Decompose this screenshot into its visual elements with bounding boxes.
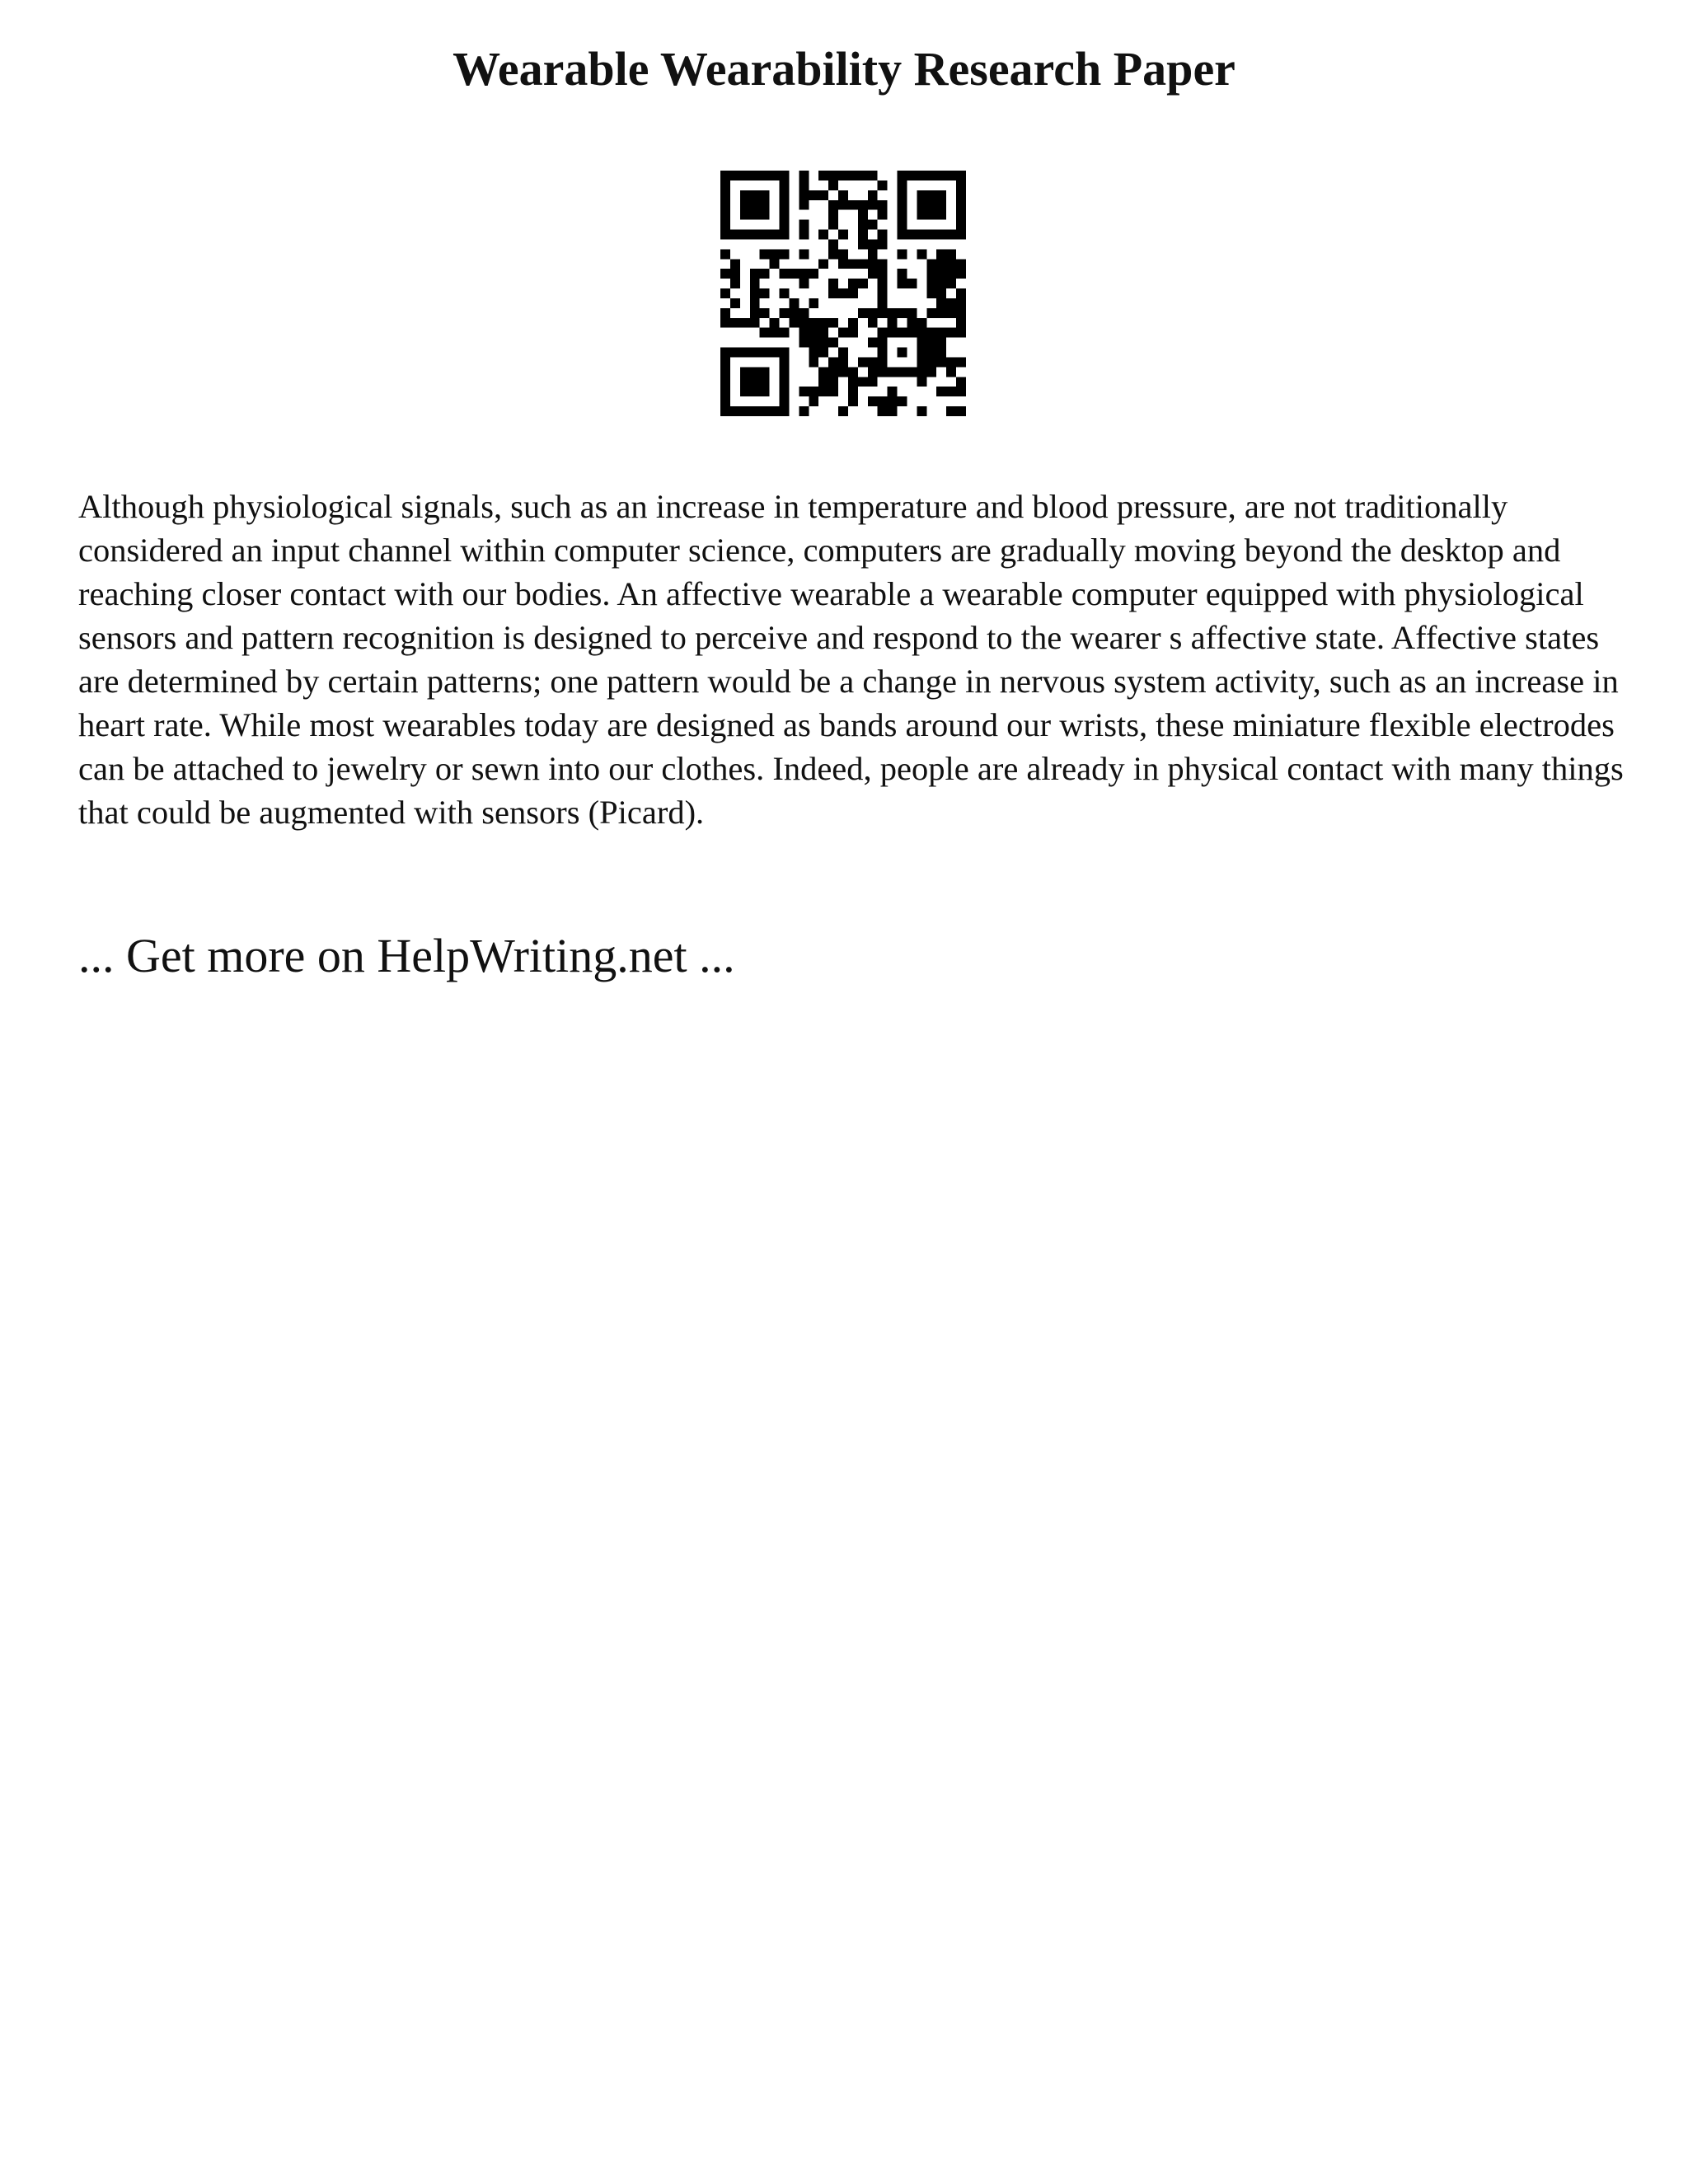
body-paragraph: Although physiological signals, such as an increase in temperature and blood pressure, are not traditionally considered an input channel within computer science, computers are gradually moving beyond the desktop and reaching closer contact with our bodies. An affective wearable a wearable computer equipped with physiological sensors and pattern recognition is designed to perceive and respond to the wearer s affective state. Affective states are determined by certain patterns; one pattern would be a change in nervous system activity, such as an increase in heart rate. While most wearables today are designed as bands around our wrists, these miniature flexible electrodes can be attached to jewelry or sewn into our clothes. Indeed, people are already in physical contact with many things that could be augmented with sensors (Picard). (78, 488, 1624, 831)
qr-code (720, 171, 966, 416)
page-title: Wearable Wearability Research Paper (452, 42, 1236, 96)
get-more-link[interactable]: ... Get more on HelpWriting.net ... (78, 929, 735, 982)
qr-code-graphic (720, 171, 966, 416)
